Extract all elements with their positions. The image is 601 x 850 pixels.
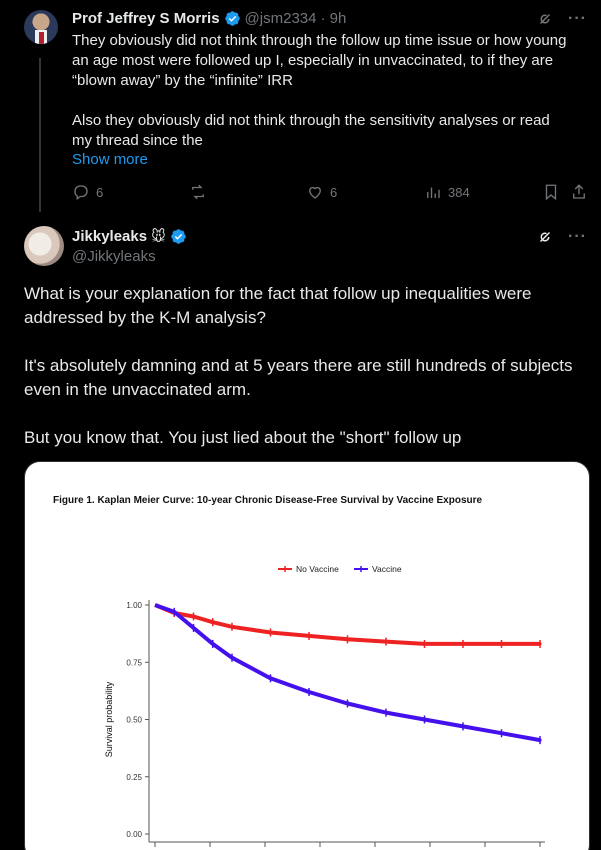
reply-icon	[72, 183, 90, 201]
data-point	[307, 690, 310, 693]
main-tweet-text	[24, 282, 584, 474]
grok-icon[interactable]	[536, 10, 554, 28]
reply-text-line	[72, 91, 592, 111]
data-point	[211, 642, 214, 645]
reply-text	[72, 31, 592, 151]
main-tweet-header	[0, 222, 601, 272]
data-point	[538, 739, 541, 742]
data-point	[269, 677, 272, 680]
repost-icon	[189, 183, 207, 201]
avatar[interactable]	[24, 10, 58, 44]
thread-line	[39, 58, 41, 212]
author-name-row	[72, 228, 187, 245]
legend-label: No Vaccine	[296, 564, 339, 574]
author-handle[interactable]: @Jikkyleaks	[72, 248, 156, 265]
author-handle[interactable]: @jsm2334	[244, 9, 317, 27]
verified-icon	[170, 228, 187, 245]
repost-button[interactable]	[189, 183, 207, 201]
data-point	[500, 642, 503, 645]
views-button[interactable]	[424, 183, 470, 201]
timestamp[interactable]: · 9h	[320, 9, 347, 27]
y-tick-label: 0.00	[126, 830, 142, 839]
bookmark-icon	[542, 183, 560, 201]
share-button[interactable]	[570, 183, 588, 201]
data-point	[384, 711, 387, 714]
main-top-icons	[536, 228, 587, 246]
data-point	[269, 631, 272, 634]
more-icon[interactable]: ···	[568, 228, 587, 245]
author-name[interactable]: Jikkyleaks	[72, 228, 148, 245]
y-axis-label: Survival probability	[104, 681, 114, 758]
data-point	[173, 610, 176, 613]
grok-icon[interactable]	[536, 228, 554, 246]
heart-icon	[306, 183, 324, 201]
like-count: 6	[330, 184, 338, 200]
data-point	[230, 656, 233, 659]
reply-text-line: an age most were followed up I, especially in unvaccinated, to if they are	[72, 52, 554, 69]
reply-text-line: my thread since the	[72, 132, 203, 149]
tweet-paragraph: What is your explanation for the fact that follow up inequalities were addressed by the K-M analysis?	[24, 284, 532, 327]
verified-icon	[224, 10, 241, 27]
reply-top-icons	[536, 10, 587, 28]
view-count: 384	[448, 184, 470, 200]
reply-text-line: Also they obviously did not think through the sensitivity analyses or read	[72, 112, 550, 129]
more-icon[interactable]: ···	[568, 10, 587, 27]
reply-header	[72, 8, 346, 28]
tweet-paragraph: It's absolutely damning and at 5 years there are still hundreds of subjects even in the unvaccinated arm.	[24, 356, 573, 399]
tweet-paragraph: But you know that. You just lied about the "short" follow up	[24, 428, 462, 447]
data-point	[192, 626, 195, 629]
reply-actions	[72, 183, 592, 203]
data-point	[346, 702, 349, 705]
data-point	[384, 640, 387, 643]
y-tick-label: 0.75	[126, 658, 142, 668]
legend-label: Vaccine	[372, 564, 402, 574]
y-tick-label: 1.00	[126, 601, 142, 610]
data-point	[423, 718, 426, 721]
figure-title: Figure 1. Kaplan Meier Curve: 10-year Chronic Disease-Free Survival by Vaccine Exposure	[53, 495, 483, 506]
km-chart	[25, 462, 590, 850]
reply-text-line: They obviously did not think through the follow up time issue or how young	[72, 32, 567, 49]
reply-text-line: “blown away” by the “infinite” IRR	[72, 72, 293, 89]
like-button[interactable]	[306, 183, 337, 201]
data-point	[307, 634, 310, 637]
y-tick-label: 0.50	[126, 715, 142, 725]
share-icon	[570, 183, 588, 201]
author-name[interactable]: Prof Jeffrey S Morris	[72, 9, 220, 27]
bookmark-button[interactable]	[542, 183, 560, 201]
mouse-emoji-icon: 🐭	[151, 228, 166, 244]
reply-count: 6	[96, 184, 104, 200]
data-point	[500, 732, 503, 735]
data-point	[230, 625, 233, 628]
data-point	[538, 642, 541, 645]
reply-button[interactable]	[72, 183, 103, 201]
reply-tweet[interactable]	[0, 0, 601, 212]
views-icon	[424, 183, 442, 201]
avatar[interactable]	[24, 226, 64, 266]
tweet-image[interactable]	[24, 461, 590, 850]
data-point	[423, 642, 426, 645]
data-point	[461, 725, 464, 728]
data-point	[461, 642, 464, 645]
y-tick-label: 0.25	[126, 772, 142, 782]
data-point	[211, 621, 214, 624]
data-point	[192, 615, 195, 618]
show-more-link[interactable]: Show more	[72, 151, 148, 168]
data-point	[346, 638, 349, 641]
